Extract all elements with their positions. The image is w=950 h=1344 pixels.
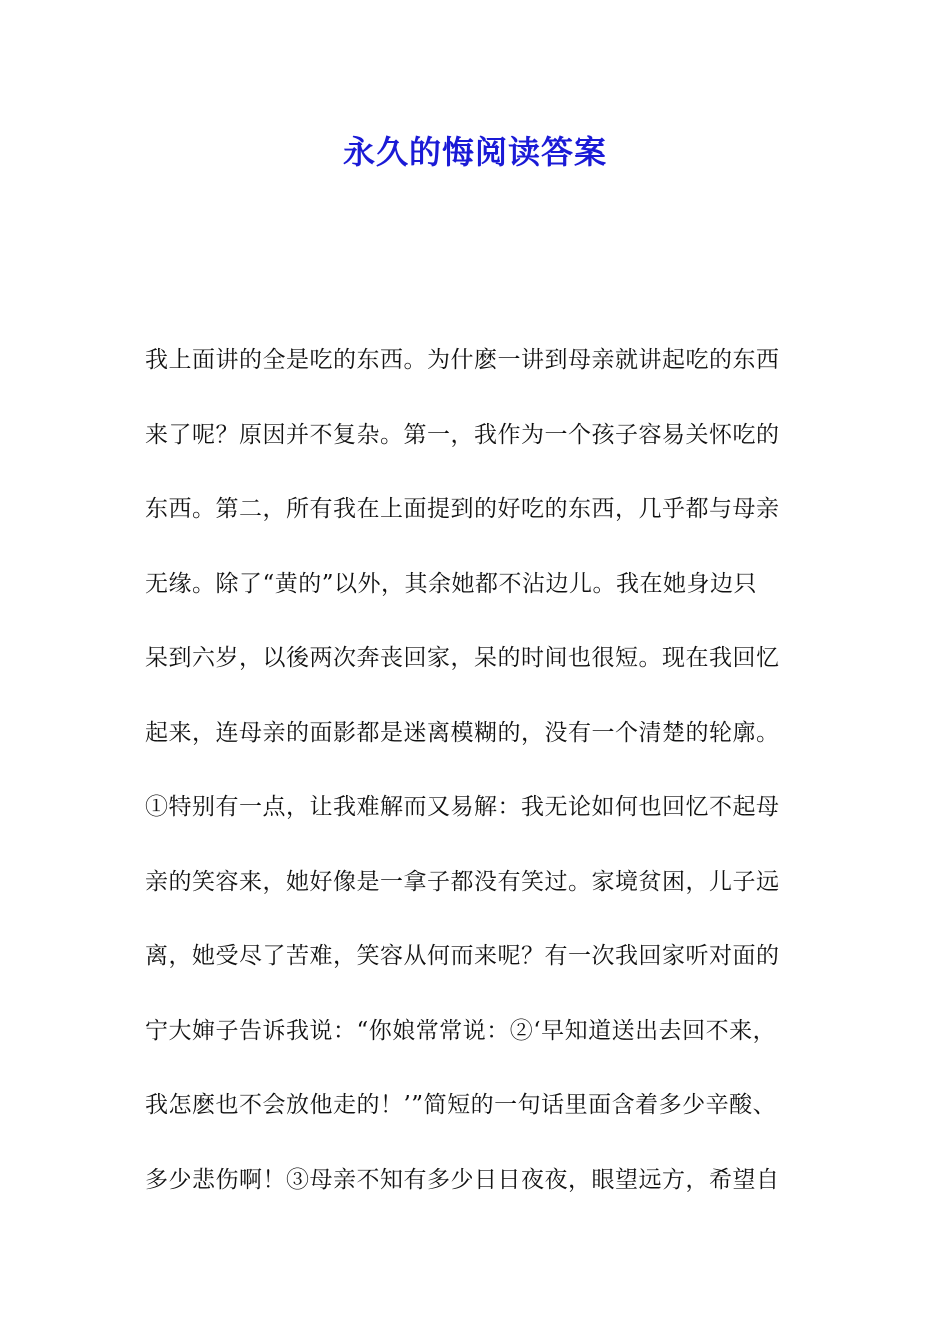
body-line: 离，她受尽了苦难，笑容从何而来呢？有一次我回家听对面的	[145, 943, 780, 969]
body-line: 我上面讲的全是吃的东西。为什麽一讲到母亲就讲起吃的东西	[145, 347, 780, 373]
body-line: 呆到六岁，以後两次奔丧回家，呆的时间也很短。现在我回忆	[145, 645, 780, 671]
body-line: 来了呢？原因并不复杂。第一，我作为一个孩子容易关怀吃的	[145, 421, 780, 448]
body-line: 无缘。除了“黄的”以外，其余她都不沾边儿。我在她身边只	[145, 570, 758, 597]
body-line: 亲的笑容来，她好像是一拿子都没有笑过。家境贫困，儿子远	[145, 868, 780, 895]
body-line: 我怎麽也不会放他走的！’”简短的一句话里面含着多少辛酸、	[145, 1092, 777, 1118]
document-body	[145, 340, 845, 1234]
body-line: 东西。第二，所有我在上面提到的好吃的东西，几乎都与母亲	[145, 496, 780, 522]
body-line: 起来，连母亲的面影都是迷离模糊的，没有一个清楚的轮廓。	[145, 719, 780, 746]
body-line: 多少悲伤啊！③母亲不知有多少日日夜夜，眼望远方，希望自	[145, 1166, 780, 1193]
document-title: 永久的悔阅读答案	[342, 133, 607, 171]
body-line: ①特别有一点，让我难解而又易解：我无论如何也回忆不起母	[145, 794, 780, 820]
body-line: 宁大婶子告诉我说：“你娘常常说：②‘早知道送出去回不来，	[145, 1017, 777, 1044]
